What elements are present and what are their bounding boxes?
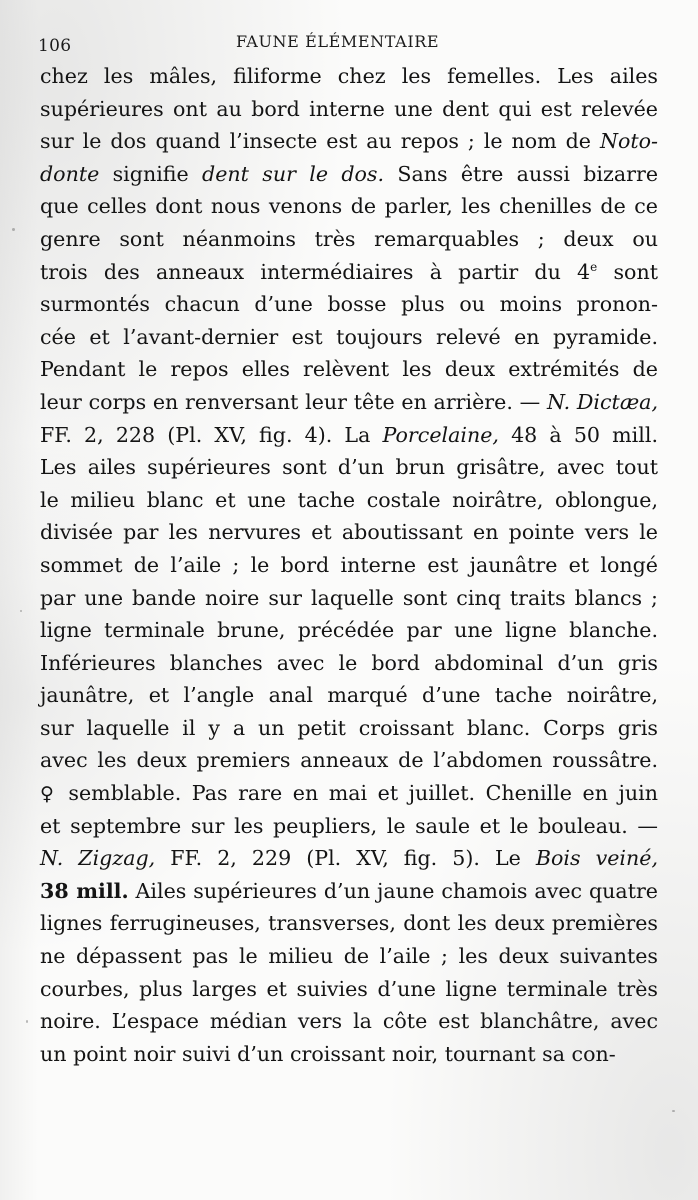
text-segment: donte [40, 161, 100, 186]
text-segment: courbes, plus larges et suivies d’une ligne terminale très [40, 976, 658, 1001]
text-line [40, 777, 658, 810]
text-segment: Ailes supérieures d’un jaune chamois avec quatre [128, 878, 658, 903]
text-line [40, 419, 658, 452]
text-line [40, 614, 658, 647]
text-line [40, 451, 658, 484]
text-segment: dent sur le dos. [202, 161, 385, 186]
text-segment: le milieu blanc et une tache costale noirâtre, oblongue, [40, 487, 658, 512]
text-segment: cée et l’avant-dernier est toujours relevé en pyramide. [40, 324, 658, 349]
scan-speck [26, 1020, 28, 1023]
text-segment: FF. 2, 229 (Pl. XV, fig. 5). Le [155, 846, 536, 871]
female-symbol: ♀ [40, 783, 58, 806]
text-line [40, 907, 658, 940]
text-segment: Inférieures blanches avec le bord abdominal d’un gris [40, 650, 658, 675]
text-segment: N. Dictæa, [546, 389, 659, 414]
text-line [40, 158, 658, 191]
text-line [40, 1005, 658, 1038]
text-segment: un point noir suivi d’un croissant noir, tournant sa con- [40, 1041, 616, 1066]
text-segment: N. Zigzag, [40, 846, 156, 871]
text-segment: FF. 2, 228 (Pl. XV, fig. 4). La [40, 422, 383, 447]
text-segment: sommet de l’aile ; le bord interne est jaunâtre et longé [40, 552, 658, 577]
text-line [40, 190, 658, 223]
text-segment: noire. L’espace médian vers la côte est blanchâtre, avec [40, 1009, 658, 1034]
text-line [40, 940, 658, 973]
text-line [40, 93, 658, 126]
text-line [40, 549, 658, 582]
text-line [40, 1038, 658, 1071]
text-line [40, 679, 658, 712]
page-number: 106 [38, 36, 72, 56]
text-segment: e [590, 259, 598, 274]
text-segment: signifie [99, 161, 203, 186]
text-segment: Les ailes supérieures sont d’un brun grisâtre, avec tout [40, 455, 658, 480]
text-line [40, 516, 658, 549]
text-segment: Sans être aussi bizarre [384, 161, 659, 186]
text-line [40, 647, 658, 680]
scan-speck [20, 610, 22, 612]
text-segment: surmontés chacun d’une bosse plus ou moins pronon- [40, 292, 658, 317]
text-line [40, 223, 658, 256]
text-segment: par une bande noire sur laquelle sont cinq traits blancs ; [40, 585, 658, 610]
text-line [40, 353, 658, 386]
text-segment: que celles dont nous venons de parler, les chenilles de ce [40, 194, 658, 219]
text-line [40, 744, 658, 777]
text-segment: divisée par les nervures et aboutissant en pointe vers le [40, 520, 658, 545]
text-segment: sont [597, 259, 658, 284]
text-segment: sur laquelle il y a un petit croissant blanc. Corps gris [40, 715, 658, 740]
text-segment: ne dépassent pas le milieu de l’aile ; les deux suivantes [40, 944, 658, 969]
text-segment: avec les deux premiers anneaux de l’abdomen roussâtre. [40, 748, 658, 773]
text-line [40, 810, 658, 843]
text-segment: chez les mâles, filiforme chez les femelles. Les ailes [40, 64, 658, 88]
text-line [40, 973, 658, 1006]
text-line [40, 256, 658, 289]
text-line [40, 842, 658, 875]
text-segment: 38 mill. [40, 878, 129, 903]
text-segment: Bois veiné, [535, 846, 658, 871]
text-segment: jaunâtre, et l’angle anal marqué d’une tache noirâtre, [40, 683, 658, 708]
text-segment: trois des anneaux intermédiaires à partir du 4 [40, 259, 591, 284]
text-segment: 48 à 50 mill. [498, 422, 658, 447]
text-line [40, 60, 658, 93]
text-line [40, 582, 658, 615]
text-line [40, 386, 658, 419]
scan-speck [672, 1110, 675, 1112]
running-head [38, 28, 658, 56]
text-segment: genre sont néanmoins très remarquables ; deux ou [40, 226, 658, 251]
text-line [40, 875, 658, 908]
running-title: FAUNE ÉLÉMENTAIRE [236, 32, 440, 51]
body-text [40, 60, 658, 1070]
scan-speck [12, 228, 15, 231]
text-segment: lignes ferrugineuses, transverses, dont les deux premières [40, 911, 658, 936]
text-line [40, 288, 658, 321]
text-segment: ligne terminale brune, précédée par une ligne blanche. [40, 618, 658, 643]
text-segment: et septembre sur les peupliers, le saule et le bouleau. — [40, 813, 658, 838]
text-segment: Noto- [599, 129, 658, 154]
text-segment: Porcelaine, [382, 422, 499, 447]
text-segment: sur le dos quand l’insecte est au repos ; le nom de [40, 129, 600, 154]
text-line [40, 125, 658, 158]
text-segment: leur corps en renversant leur tête en arrière. — [40, 389, 547, 414]
text-line [40, 321, 658, 354]
text-segment: semblable. Pas rare en mai et juillet. Chenille en juin [57, 781, 658, 806]
text-line [40, 484, 658, 517]
text-line [40, 712, 658, 745]
text-segment: supérieures ont au bord interne une dent qui est relevée [40, 96, 658, 121]
text-segment: Pendant le repos elles relèvent les deux extrémités de [40, 357, 658, 382]
